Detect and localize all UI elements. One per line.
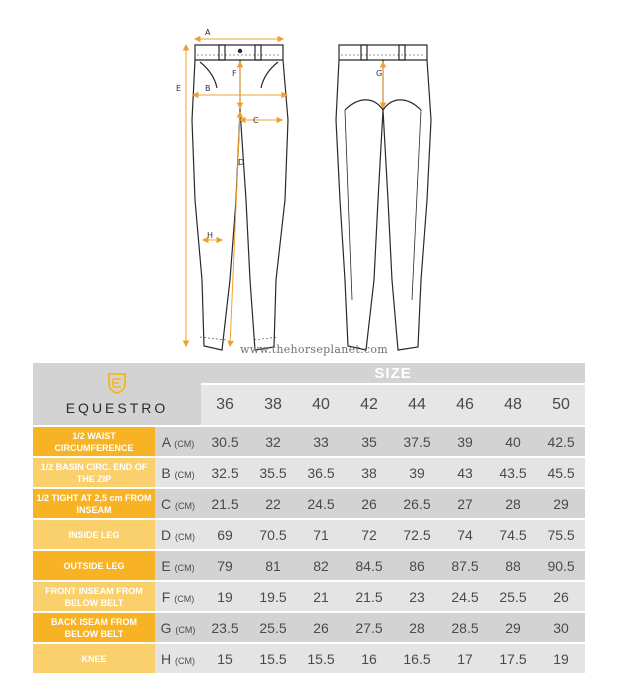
cell-a-36: 30.5 bbox=[201, 427, 249, 456]
size-46: 46 bbox=[441, 385, 489, 425]
cell-e-42: 84.5 bbox=[345, 551, 393, 580]
cell-g-50: 30 bbox=[537, 613, 585, 642]
label-e: E bbox=[176, 84, 182, 93]
cell-h-46: 17 bbox=[441, 644, 489, 673]
cell-c-36: 21.5 bbox=[201, 489, 249, 518]
code-letter: E bbox=[161, 557, 175, 574]
measurement-label: FRONT INSEAM FROM BELOW BELT bbox=[33, 582, 155, 611]
size-50: 50 bbox=[537, 385, 585, 425]
table-row bbox=[33, 551, 585, 580]
cell-e-50: 90.5 bbox=[537, 551, 585, 580]
code-letter: B bbox=[161, 464, 175, 481]
code-letter: A bbox=[161, 433, 175, 450]
cell-e-36: 79 bbox=[201, 551, 249, 580]
size-chart-table bbox=[33, 361, 585, 675]
cell-b-38: 35.5 bbox=[249, 458, 297, 487]
cell-f-48: 25.5 bbox=[489, 582, 537, 611]
cell-f-40: 21 bbox=[297, 582, 345, 611]
table-row bbox=[33, 427, 585, 456]
cell-c-46: 27 bbox=[441, 489, 489, 518]
cell-a-46: 39 bbox=[441, 427, 489, 456]
measurement-label: BACK ISEAM FROM BELOW BELT bbox=[33, 613, 155, 642]
cell-e-40: 82 bbox=[297, 551, 345, 580]
cell-f-38: 19.5 bbox=[249, 582, 297, 611]
cell-b-44: 39 bbox=[393, 458, 441, 487]
code-letter: H bbox=[161, 650, 175, 667]
size-36: 36 bbox=[201, 385, 249, 425]
cell-g-48: 29 bbox=[489, 613, 537, 642]
cell-g-42: 27.5 bbox=[345, 613, 393, 642]
cell-g-44: 28 bbox=[393, 613, 441, 642]
cell-b-50: 45.5 bbox=[537, 458, 585, 487]
measurement-code bbox=[155, 582, 201, 611]
cell-a-50: 42.5 bbox=[537, 427, 585, 456]
cell-e-48: 88 bbox=[489, 551, 537, 580]
cell-a-42: 35 bbox=[345, 427, 393, 456]
cell-h-36: 15 bbox=[201, 644, 249, 673]
measurement-code bbox=[155, 613, 201, 642]
label-h: H bbox=[207, 231, 214, 240]
cell-d-46: 74 bbox=[441, 520, 489, 549]
measurement-label: INSIDE LEG bbox=[33, 520, 155, 549]
label-f: F bbox=[232, 69, 237, 78]
table-row bbox=[33, 644, 585, 673]
cell-f-42: 21.5 bbox=[345, 582, 393, 611]
table-row bbox=[33, 582, 585, 611]
table-row bbox=[33, 489, 585, 518]
cell-a-38: 32 bbox=[249, 427, 297, 456]
cell-b-46: 43 bbox=[441, 458, 489, 487]
cell-c-38: 22 bbox=[249, 489, 297, 518]
size-44: 44 bbox=[393, 385, 441, 425]
cell-c-44: 26.5 bbox=[393, 489, 441, 518]
cell-e-44: 86 bbox=[393, 551, 441, 580]
cell-a-48: 40 bbox=[489, 427, 537, 456]
measurement-code bbox=[155, 427, 201, 456]
cell-e-46: 87.5 bbox=[441, 551, 489, 580]
measurement-code bbox=[155, 644, 201, 673]
table-row bbox=[33, 520, 585, 549]
measurement-label: 1/2 WAIST CIRCUMFERENCE bbox=[33, 427, 155, 456]
cell-h-50: 19 bbox=[537, 644, 585, 673]
cell-d-40: 71 bbox=[297, 520, 345, 549]
measurement-label: 1/2 BASIN CIRC. END OF THE ZIP bbox=[33, 458, 155, 487]
cell-h-44: 16.5 bbox=[393, 644, 441, 673]
cell-d-44: 72.5 bbox=[393, 520, 441, 549]
measurement-label: 1/2 TIGHT AT 2,5 cm FROM INSEAM bbox=[33, 489, 155, 518]
measurement-code bbox=[155, 551, 201, 580]
cell-g-36: 23.5 bbox=[201, 613, 249, 642]
cell-c-40: 24.5 bbox=[297, 489, 345, 518]
label-a: A bbox=[205, 28, 211, 37]
cell-d-42: 72 bbox=[345, 520, 393, 549]
brand-name: EQUESTRO bbox=[65, 400, 169, 416]
cell-d-50: 75.5 bbox=[537, 520, 585, 549]
cell-f-44: 23 bbox=[393, 582, 441, 611]
label-b: B bbox=[205, 84, 211, 93]
cell-f-46: 24.5 bbox=[441, 582, 489, 611]
code-unit: (CM) bbox=[174, 438, 195, 449]
measurement-label: OUTSIDE LEG bbox=[33, 551, 155, 580]
watermark-text: www.thehorseplanet.com bbox=[240, 343, 389, 356]
cell-c-50: 29 bbox=[537, 489, 585, 518]
cell-b-40: 36.5 bbox=[297, 458, 345, 487]
code-unit: (CM) bbox=[175, 624, 196, 635]
cell-a-44: 37.5 bbox=[393, 427, 441, 456]
front-button bbox=[238, 49, 242, 53]
size-40: 40 bbox=[297, 385, 345, 425]
label-g: G bbox=[376, 69, 383, 78]
table-row bbox=[33, 458, 585, 487]
code-letter: G bbox=[160, 619, 176, 636]
cell-d-36: 69 bbox=[201, 520, 249, 549]
cell-a-40: 33 bbox=[297, 427, 345, 456]
table-row bbox=[33, 613, 585, 642]
cell-b-36: 32.5 bbox=[201, 458, 249, 487]
cell-h-42: 16 bbox=[345, 644, 393, 673]
cell-e-38: 81 bbox=[249, 551, 297, 580]
code-unit: (CM) bbox=[175, 655, 195, 666]
code-unit: (CM) bbox=[174, 469, 195, 480]
cell-d-48: 74.5 bbox=[489, 520, 537, 549]
cell-d-38: 70.5 bbox=[249, 520, 297, 549]
code-unit: (CM) bbox=[174, 562, 195, 573]
cell-g-40: 26 bbox=[297, 613, 345, 642]
label-c: C bbox=[253, 116, 259, 125]
measurement-code bbox=[155, 458, 201, 487]
brand-logo-cell bbox=[33, 363, 201, 425]
code-unit: (CM) bbox=[174, 593, 195, 604]
code-letter: F bbox=[161, 588, 175, 605]
cell-h-38: 15.5 bbox=[249, 644, 297, 673]
label-d: D bbox=[238, 158, 245, 167]
cell-b-42: 38 bbox=[345, 458, 393, 487]
cell-h-40: 15.5 bbox=[297, 644, 345, 673]
size-42: 42 bbox=[345, 385, 393, 425]
cell-c-48: 28 bbox=[489, 489, 537, 518]
size-48: 48 bbox=[489, 385, 537, 425]
shield-e-icon bbox=[106, 372, 128, 394]
cell-c-42: 26 bbox=[345, 489, 393, 518]
cell-f-50: 26 bbox=[537, 582, 585, 611]
size-header: SIZE bbox=[201, 363, 585, 383]
code-unit: (CM) bbox=[175, 531, 195, 542]
measurement-code bbox=[155, 489, 201, 518]
cell-g-38: 25.5 bbox=[249, 613, 297, 642]
code-letter: D bbox=[161, 526, 175, 543]
measurement-code bbox=[155, 520, 201, 549]
code-letter: C bbox=[161, 495, 175, 512]
code-unit: (CM) bbox=[175, 500, 195, 511]
cell-h-48: 17.5 bbox=[489, 644, 537, 673]
size-38: 38 bbox=[249, 385, 297, 425]
cell-g-46: 28.5 bbox=[441, 613, 489, 642]
cell-f-36: 19 bbox=[201, 582, 249, 611]
measurement-label: KNEE bbox=[33, 644, 155, 673]
cell-b-48: 43.5 bbox=[489, 458, 537, 487]
